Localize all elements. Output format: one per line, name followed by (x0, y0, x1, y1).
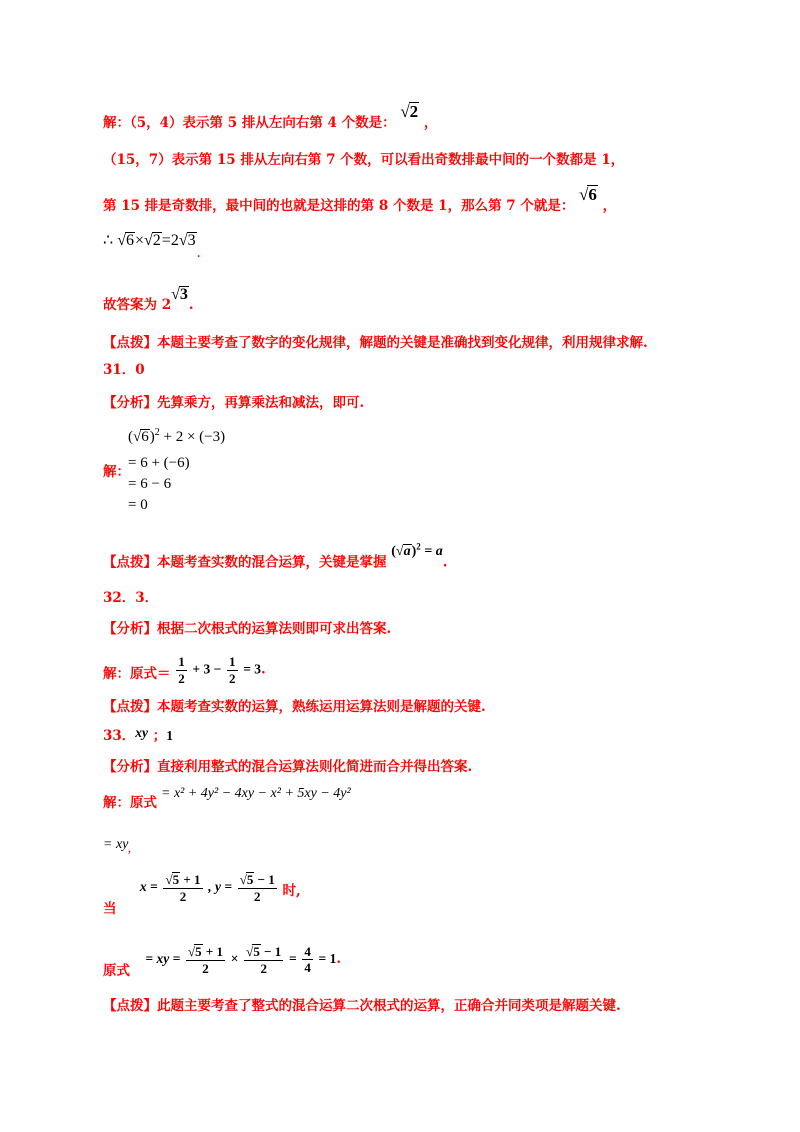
q32-solution: 解：原式＝ $\frac{1}{2}$ + 3 − $\frac{1}{2}$ = 3. (103, 654, 266, 686)
q32-number: 32．3． (103, 590, 159, 606)
q33-condition: 当 x = $\frac{√5 + 1}{2}$ , y = $\frac{√5 - 1}{2}$ 时, (103, 872, 301, 918)
q31-step4: = 0 (128, 497, 148, 513)
q31-number: 31．0 (103, 362, 145, 378)
q33-fenxi: 【分析】直接利用整式的混合运算法则化简进而合并得出答案. (103, 759, 473, 775)
solution-line-3: 第 15 排是奇数排，最中间的也就是这排的第 8 个数是 1，那么第 7 个就是： √6 ， (103, 185, 617, 214)
solution-text: 解：（5，4）表示第 5 排从左向右第 4 个数是： (103, 115, 396, 131)
q32-fenxi: 【分析】根据二次根式的运算法则即可求出答案. (103, 621, 392, 637)
q33-number: 33．xy ；1 (103, 725, 173, 744)
q31-fenxi: 【分析】先算乘方，再算乘法和减法，即可. (103, 395, 365, 411)
q31-step1: $(√6)^2 + 2 \times (-3)$ (128, 427, 226, 445)
dianbo-29: 【点拨】本题主要考查了数字的变化规律，解题的关键是准确找到变化规律，利用规律求解. (103, 335, 648, 351)
dianbo-32: 【点拨】本题考查实数的运算，熟练运用运算法则是解题的关键. (103, 699, 486, 715)
q33-solution-start: 解：原式 (103, 795, 157, 811)
fenxi-label: 【分析】 (103, 395, 157, 411)
q33-final: 原式 = xy = $\frac{√5 + 1}{2}$ × $\frac{√5 - 1}{2}$ = $\frac{4}{4}$ = 1. (103, 943, 342, 980)
solution-line-1: 解：（5，4）表示第 5 排从左向右第 4 个数是： √2 ， (103, 102, 438, 131)
dianbo-31: 【点拨】本题考查实数的混合运算，关键是掌握 $(√a)^2 = a$. (103, 541, 448, 571)
sqrt-6: √6 (579, 185, 597, 204)
solution-line-2: （15，7）表示第 15 排从左向右第 7 个数，可以看出奇数排最中间的一个数都是 1， (103, 152, 625, 168)
q33-expand: = x² + 4y² − 4xy − x² + 5xy − 4y² (161, 786, 351, 801)
answer-line: 故答案为 2√3. (103, 286, 194, 313)
sqrt-a-squared: $(√a)^2 = a$ (391, 541, 443, 559)
sqrt-3: √3 (171, 286, 188, 303)
therefore-line: ∴ √6×√2=2√3. (103, 232, 201, 261)
sqrt-2: √2 (400, 102, 419, 121)
q33-simplified: = xy, (103, 837, 132, 856)
q31-step3: = 6 − 6 (128, 476, 172, 492)
dianbo-33: 【点拨】此题主要考查了整式的混合运算二次根式的运算，正确合并同类项是解题关键. (103, 998, 621, 1014)
q31-jie: 解： (103, 464, 130, 480)
q31-step2: = 6 + (−6) (128, 455, 190, 471)
dianbo-label: 【点拨】 (103, 335, 157, 351)
